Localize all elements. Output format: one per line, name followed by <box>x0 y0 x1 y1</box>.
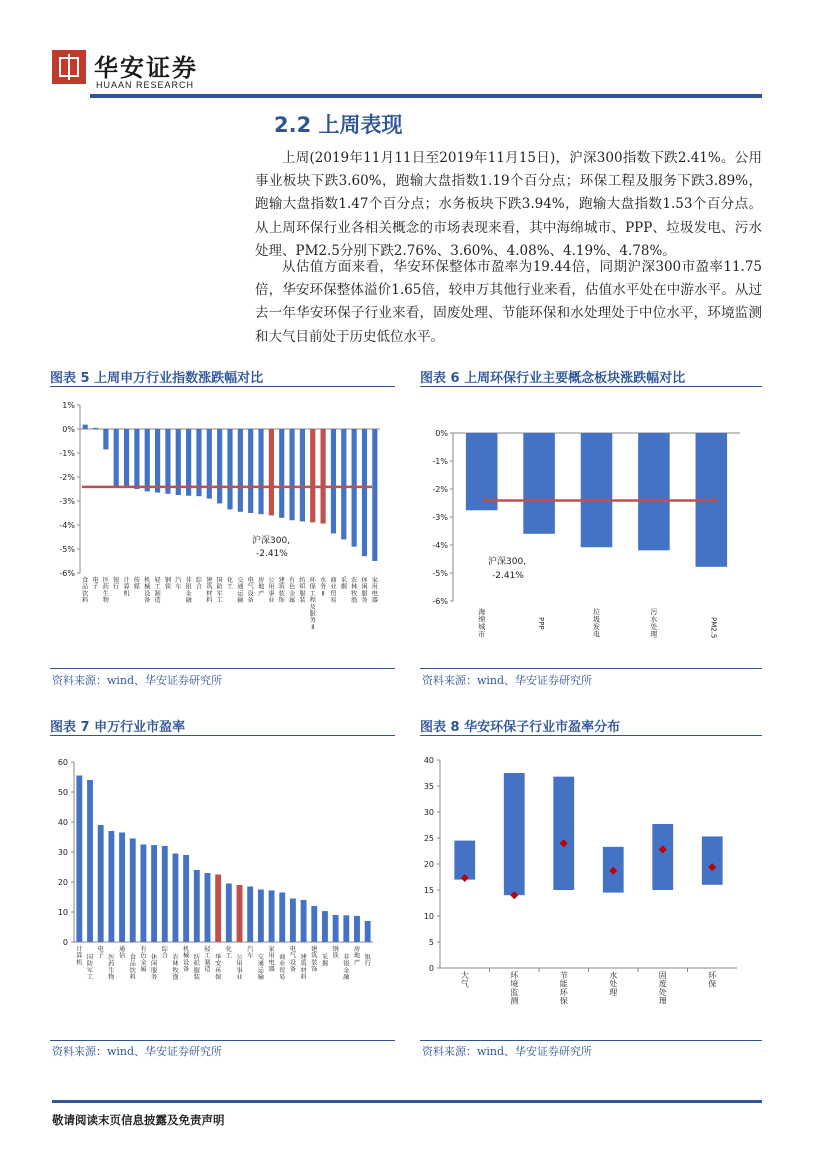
fig8-y-tick-label: 35 <box>423 782 434 791</box>
fig7-bar <box>237 885 243 942</box>
fig5-x-label: 传媒 <box>133 577 140 591</box>
fig7-bar <box>279 893 285 943</box>
fig5-x-label: 国防军工 <box>216 577 223 605</box>
figure-6-title: 图表 6 上周环保行业主要概念板块涨跌幅对比 <box>420 371 686 386</box>
fig5-bar <box>114 429 119 487</box>
figure-7-source-rule <box>50 1040 395 1041</box>
fig7-x-label: 银行 <box>364 954 371 968</box>
fig7-x-label: 交通运输 <box>257 954 264 982</box>
fig5-reference-value: -2.41% <box>256 549 288 559</box>
fig5-bar <box>372 429 377 561</box>
fig5-y-tick-label: -2% <box>59 473 75 482</box>
fig7-x-label: 家用电器 <box>268 946 275 974</box>
fig8-range-bar <box>504 773 525 895</box>
fig6-x-label: PPP <box>537 617 546 630</box>
fig5-bar <box>289 429 294 520</box>
fig5-bar <box>269 429 274 515</box>
fig7-bar <box>215 875 221 943</box>
fig8-y-tick-label: 5 <box>428 938 434 947</box>
fig7-bar <box>98 825 104 942</box>
fig7-x-label: 采掘 <box>321 954 329 968</box>
fig8-x-label: 环境监测 <box>510 971 519 1006</box>
fig7-y-tick-label: 50 <box>57 788 68 797</box>
fig5-x-label: 家用电器 <box>371 577 378 605</box>
fig7-x-label: 建筑装饰 <box>311 946 318 974</box>
fig5-x-label: 建筑材料 <box>206 577 213 605</box>
fig6-y-tick-label: -2% <box>432 485 448 494</box>
fig6-y-tick-label: 0% <box>435 429 448 438</box>
fig5-bar <box>331 429 336 533</box>
fig7-x-label: 商业贸易 <box>279 954 286 982</box>
fig7-bar <box>354 916 360 942</box>
figure-6-source-rule <box>420 668 762 669</box>
fig8-x-label: 大气 <box>460 971 469 989</box>
fig5-bar <box>279 429 284 518</box>
fig7-y-tick-label: 0 <box>62 938 68 947</box>
fig6-bar <box>466 433 498 510</box>
fig8-y-tick-label: 20 <box>423 860 434 869</box>
fig5-x-label: 汽车 <box>175 577 182 591</box>
fig6-y-tick-label: -6% <box>432 597 448 606</box>
fig5-x-label: 综合 <box>195 577 203 591</box>
fig5-x-label: 交通运输 <box>237 577 244 605</box>
fig7-y-tick-label: 10 <box>57 908 68 917</box>
fig7-bar <box>365 921 371 942</box>
figure-8-title-rule <box>420 735 762 736</box>
fig8-range-bar <box>553 777 574 890</box>
fig8-y-tick-label: 40 <box>423 756 434 765</box>
fig5-bar <box>227 429 232 509</box>
section-title: 2.2 上周表现 <box>274 113 403 137</box>
fig5-x-label: 化工 <box>226 577 234 591</box>
fig5-x-label: 水务 Ⅱ <box>320 577 327 598</box>
fig5-bar <box>83 425 88 429</box>
fig6-y-tick-label: -4% <box>432 541 448 550</box>
fig5-x-label: 机械设备 <box>144 577 151 605</box>
fig5-bar <box>176 429 181 495</box>
fig5-y-tick-label: 0% <box>62 425 75 434</box>
fig5-x-label: 房地产 <box>257 577 265 598</box>
fig7-bar <box>322 911 328 942</box>
fig5-bar <box>238 429 243 512</box>
fig7-bar <box>290 899 296 943</box>
fig8-range-bar <box>652 824 673 890</box>
fig6-y-tick-label: -1% <box>432 457 448 466</box>
figure-6-chart <box>410 392 760 664</box>
fig7-x-label: 华安环保 <box>215 954 222 982</box>
fig7-y-tick-label: 60 <box>57 758 68 767</box>
fig7-x-label: 汽车 <box>247 946 254 960</box>
fig8-y-tick-label: 0 <box>428 964 434 973</box>
fig7-bar <box>247 887 253 943</box>
fig7-x-label: 农林牧渔 <box>172 954 179 982</box>
fig6-x-label: 垃圾发电 <box>593 608 600 639</box>
figure-6-source: 资料来源：wind、华安证券研究所 <box>422 674 593 687</box>
figure-5-source-rule <box>50 668 395 669</box>
fig5-x-label: 纺织服装 <box>299 577 306 605</box>
figure-5-title-rule <box>50 386 395 387</box>
fig5-reference-name: 沪深300, <box>252 536 291 546</box>
fig7-bar <box>301 900 307 942</box>
figure-6-title-rule <box>420 386 762 387</box>
fig5-bar <box>145 429 150 491</box>
fig6-bar <box>581 433 613 547</box>
fig6-x-label: PM2.5 <box>709 617 718 639</box>
fig5-bar <box>321 429 326 524</box>
fig7-bar <box>162 846 168 942</box>
fig6-reference-value: -2.41% <box>492 571 524 581</box>
fig6-y-tick-label: -5% <box>432 569 448 578</box>
fig5-bar <box>207 429 212 499</box>
fig6-reference-name: 沪深300, <box>488 557 527 567</box>
figure-8-chart <box>410 740 760 1036</box>
fig8-y-tick-label: 30 <box>423 808 434 817</box>
fig8-x-label: 水处理 <box>609 971 618 997</box>
fig6-bar <box>523 433 555 534</box>
fig5-x-label: 计算机 <box>123 577 130 598</box>
fig7-x-label: 钢铁 <box>332 946 339 960</box>
fig5-bar <box>93 428 98 429</box>
footer-disclaimer: 敬请阅读末页信息披露及免责声明 <box>52 1113 225 1127</box>
fig5-y-tick-label: -3% <box>59 497 75 506</box>
fig7-x-label: 纺织服装 <box>193 954 200 982</box>
fig5-bar <box>103 429 108 449</box>
fig5-x-label: 公用事业 <box>268 577 275 605</box>
fig5-x-label: 建筑装饰 <box>278 577 285 605</box>
fig7-bar <box>205 873 211 942</box>
fig5-x-label: 商业贸易 <box>330 577 337 605</box>
fig7-x-label: 建筑材料 <box>300 954 307 982</box>
figure-7-chart <box>40 740 390 1036</box>
fig7-bar <box>194 870 200 942</box>
fig5-bar <box>300 429 305 521</box>
figure-7-title-rule <box>50 735 395 736</box>
fig5-y-tick-label: -6% <box>59 569 75 578</box>
fig5-bar <box>248 429 253 513</box>
brand-name: 华安证券 <box>94 53 198 82</box>
fig7-x-label: 电子 <box>97 946 104 960</box>
fig7-x-label: 休闲服务 <box>150 954 158 982</box>
fig7-bar <box>87 780 93 942</box>
fig5-y-tick-label: -5% <box>59 545 75 554</box>
fig7-y-tick-label: 20 <box>57 878 68 887</box>
fig5-x-label: 有色金属 <box>288 577 296 605</box>
fig5-bar <box>362 429 367 556</box>
fig7-bar <box>333 915 339 942</box>
fig7-x-label: 电气设备 <box>289 946 297 974</box>
fig7-x-label: 化工 <box>225 946 232 960</box>
fig6-x-label: 污水处理 <box>650 608 658 639</box>
fig5-bar <box>310 429 315 522</box>
figure-8-source: 资料来源：wind、华安证券研究所 <box>422 1045 593 1058</box>
fig6-x-label: 海绵城市 <box>478 608 486 639</box>
fig8-x-label: 环保 <box>708 971 717 989</box>
paragraph-valuation: 从估值方面来看，华安环保整体市盈率为19.44倍，同期沪深300市盈率11.75倍，华安环保整体溢价1.65倍，较申万其他行业来看，估值水平处在中游水平。从过去一年华安环保子行业来看，固废处理、节能环保和水处理处于中位水平，环境监测和大气目前处于历史低位水平。 <box>255 259 762 345</box>
figure-5-chart <box>40 392 390 664</box>
figure-8-source-rule <box>420 1040 762 1041</box>
figure-5-title: 图表 5 上周申万行业指数涨跌幅对比 <box>50 371 264 386</box>
fig7-bar <box>258 890 264 943</box>
fig7-bar <box>130 839 136 943</box>
fig7-bar <box>108 831 114 942</box>
fig7-bar <box>173 854 179 943</box>
fig5-bar <box>134 429 139 489</box>
huaan-logo-icon <box>52 50 86 84</box>
fig7-bar <box>183 855 189 942</box>
fig7-bar <box>343 915 349 942</box>
fig5-x-label: 电气设备 <box>247 577 254 605</box>
fig7-x-label: 计算机 <box>76 946 83 967</box>
fig5-x-label: 钢铁 <box>164 577 172 591</box>
fig7-x-label: 有色金属 <box>140 946 147 974</box>
fig5-x-label: 环保工程及服务 Ⅱ <box>309 577 316 631</box>
fig7-x-label: 房地产 <box>353 946 361 967</box>
fig7-x-label: 医药生物 <box>108 954 115 982</box>
fig5-bar <box>341 429 346 539</box>
fig5-x-label: 采掘 <box>340 577 347 591</box>
fig7-x-label: 机械设备 <box>183 946 190 974</box>
figure-7-title: 图表 7 申万行业市盈率 <box>50 720 186 735</box>
fig8-x-label: 固废处理 <box>658 971 667 1006</box>
fig7-bar <box>119 833 125 943</box>
fig7-x-label: 通信 <box>118 946 126 960</box>
fig7-bar <box>226 884 232 943</box>
header-divider <box>90 94 762 98</box>
figure-7-source: 资料来源：wind、华安证券研究所 <box>52 1045 223 1058</box>
fig5-y-tick-label: -1% <box>59 449 75 458</box>
fig8-y-tick-label: 10 <box>423 912 434 921</box>
fig5-bar <box>155 429 160 493</box>
fig7-y-tick-label: 40 <box>57 818 68 827</box>
fig5-y-tick-label: 1% <box>62 401 75 410</box>
figure-5-source: 资料来源：wind、华安证券研究所 <box>52 674 223 687</box>
fig7-x-label: 国防军工 <box>86 954 94 982</box>
fig7-x-label: 综合 <box>161 946 168 960</box>
fig7-x-label: 轻工制造 <box>204 946 211 974</box>
fig5-bar <box>258 429 263 514</box>
brand-subtitle: HUAAN RESEARCH <box>96 80 195 90</box>
footer-divider <box>52 1100 762 1103</box>
figure-8-title: 图表 8 华安环保子行业市盈率分布 <box>420 720 621 735</box>
fig8-x-label: 节能环保 <box>559 971 568 1006</box>
fig5-bar <box>165 429 170 494</box>
fig7-bar <box>311 906 317 942</box>
fig5-x-label: 食品饮料 <box>82 577 89 605</box>
fig5-x-label: 农林牧渔 <box>351 577 358 605</box>
paragraph-weekly-performance: 上周(2019年11月11日至2019年11月15日)，沪深300指数下跌2.41%。公用事业板块下跌3.60%，跑输大盘指数1.19个百分点；环保工程及服务下跌3.89%，跑输大盘指数1.47个百分点；水务板块下跌3.94%，跑输大盘指数1.53个百分点。从上周环保行业各相关概念的市场表现来看，其中海绵城市、PPP、垃圾发电、污水处理、PM2.5分别下跌2.76%、3.60%、4.08%、4.19%、4.78%。 <box>255 150 762 259</box>
fig5-x-label: 银行 <box>113 577 120 591</box>
fig8-y-tick-label: 25 <box>423 834 434 843</box>
fig5-x-label: 轻工制造 <box>154 577 161 605</box>
fig7-x-label: 食品饮料 <box>129 954 136 982</box>
fig6-y-tick-label: -3% <box>432 513 448 522</box>
fig7-bar <box>151 845 157 942</box>
fig7-bar <box>140 845 146 943</box>
fig7-bar <box>269 890 275 942</box>
fig5-bar <box>124 429 129 488</box>
fig8-range-bar <box>702 836 723 884</box>
fig7-bar <box>76 776 82 943</box>
fig5-x-label: 休闲服务 <box>361 577 368 605</box>
fig7-x-label: 公用事业 <box>236 954 243 982</box>
fig8-y-tick-label: 15 <box>423 886 434 895</box>
fig7-x-label: 非银金融 <box>343 954 350 982</box>
fig6-bar <box>638 433 670 550</box>
fig5-bar <box>217 429 222 503</box>
fig5-x-label: 医药生物 <box>102 577 109 605</box>
fig5-x-label: 电子 <box>92 577 99 591</box>
fig5-y-tick-label: -4% <box>59 521 75 530</box>
fig5-x-label: 非银金融 <box>185 577 192 605</box>
fig8-range-bar <box>454 841 475 880</box>
fig7-y-tick-label: 30 <box>57 848 68 857</box>
